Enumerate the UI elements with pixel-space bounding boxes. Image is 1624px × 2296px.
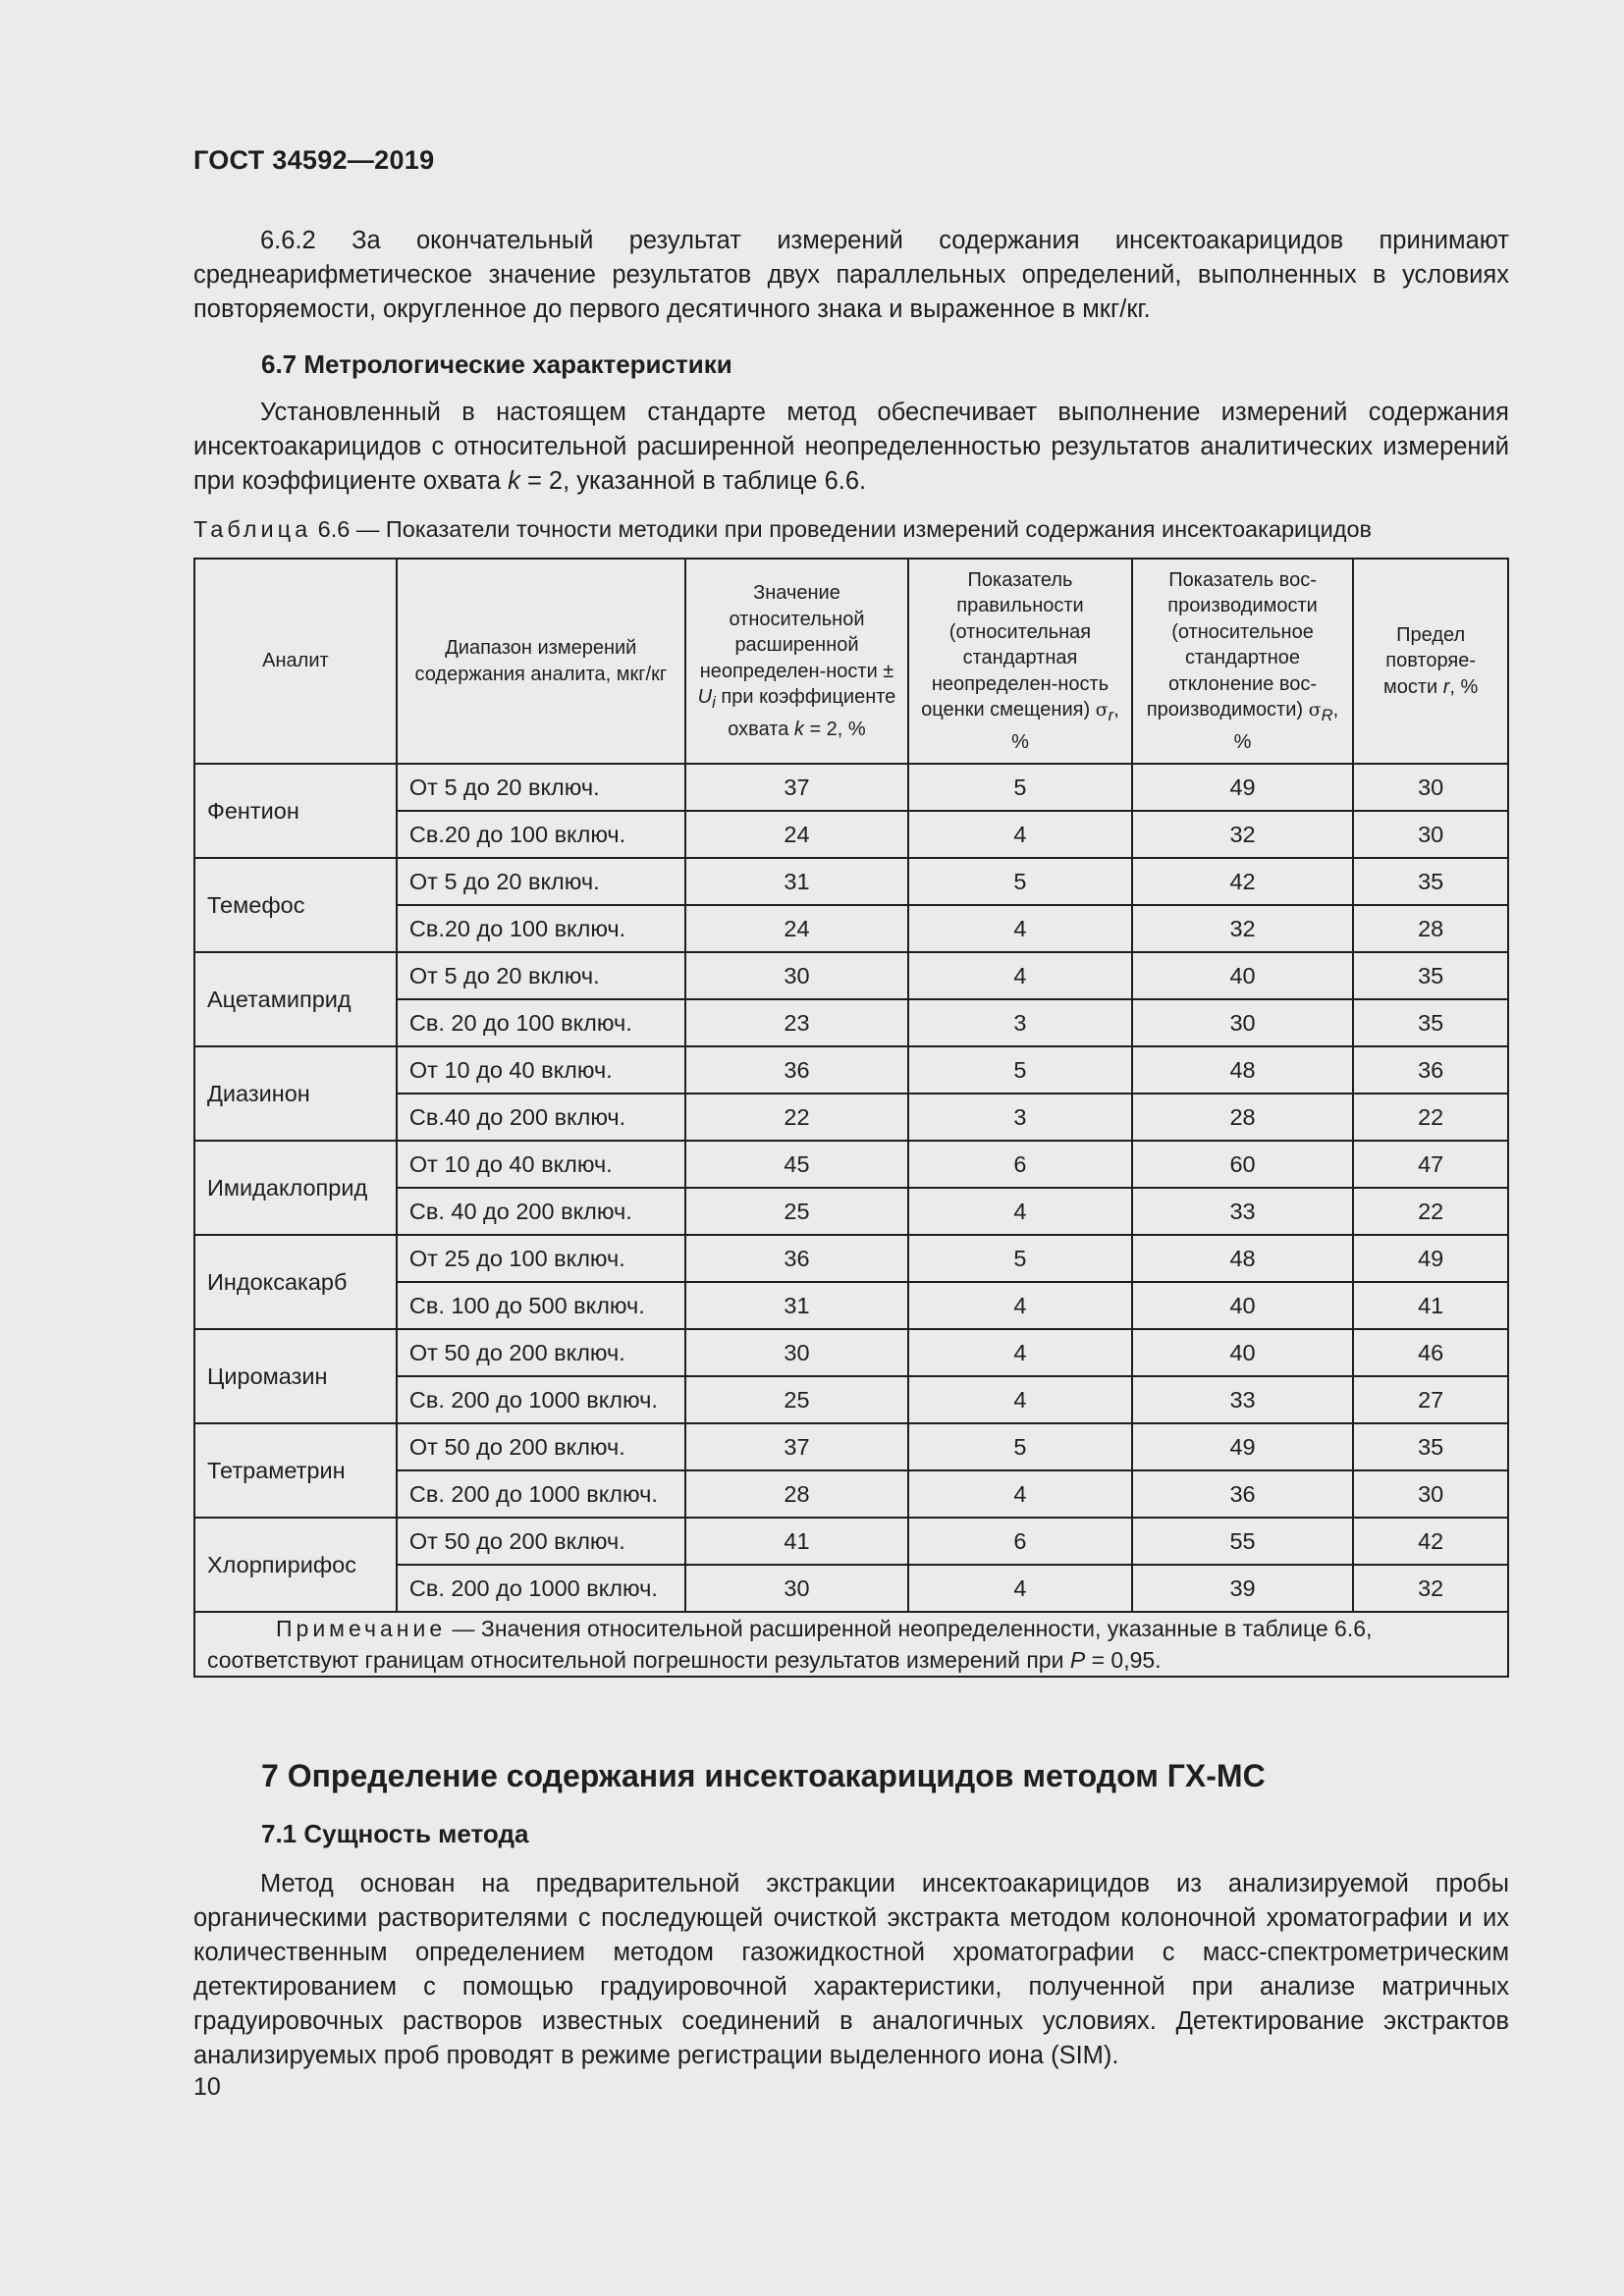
repeatability-cell: 35 <box>1353 999 1508 1046</box>
reproducibility-cell: 36 <box>1132 1470 1354 1518</box>
header-trueness-sub: r <box>1108 706 1114 725</box>
uncertainty-cell: 22 <box>685 1094 908 1141</box>
header-uncertainty-u: U <box>697 686 713 708</box>
accuracy-table <box>193 558 1509 1678</box>
table-row <box>194 764 1508 811</box>
table-row <box>194 1518 1508 1565</box>
trueness-cell: 6 <box>908 1518 1132 1565</box>
reproducibility-cell: 32 <box>1132 905 1354 952</box>
table-note-text: — Значения относительной расширенной неопределенности, указанные в таблице 6.6, соответствуют границам относительной погрешности результатов измерений при <box>207 1616 1373 1673</box>
repeatability-cell: 30 <box>1353 764 1508 811</box>
table-note-text-b: = 0,95. <box>1085 1647 1162 1673</box>
trueness-cell: 5 <box>908 764 1132 811</box>
repeatability-cell: 35 <box>1353 1423 1508 1470</box>
analyte-cell: Индоксакарб <box>194 1235 397 1329</box>
table-row <box>194 1329 1508 1376</box>
range-cell: Св. 200 до 1000 включ. <box>397 1565 685 1612</box>
repeatability-cell: 49 <box>1353 1235 1508 1282</box>
uncertainty-cell: 45 <box>685 1141 908 1188</box>
repeatability-cell: 30 <box>1353 1470 1508 1518</box>
reproducibility-cell: 30 <box>1132 999 1354 1046</box>
repeatability-cell: 42 <box>1353 1518 1508 1565</box>
uncertainty-cell: 24 <box>685 905 908 952</box>
table-note-row <box>194 1612 1508 1677</box>
repeatability-cell: 27 <box>1353 1376 1508 1423</box>
header-uncertainty-i: i <box>712 693 716 712</box>
uncertainty-cell: 37 <box>685 1423 908 1470</box>
range-cell: От 50 до 200 включ. <box>397 1423 685 1470</box>
analyte-cell: Тетраметрин <box>194 1423 397 1518</box>
table-caption <box>193 516 1372 543</box>
header-reproducibility <box>1132 559 1354 764</box>
paragraph-6-6-2: 6.6.2 За окончательный результат измерений содержания инсектоакарицидов принимают среднеарифметическое значение результатов двух параллельных определений, выполненных в условиях повторяемости, округленное до первого десятичного знака и выраженное в мкг/кг. <box>193 227 1509 323</box>
paragraph-6-7 <box>193 396 1509 499</box>
header-uncertainty-text-b: при коэффициенте охвата <box>715 686 896 740</box>
reproducibility-cell: 55 <box>1132 1518 1354 1565</box>
range-cell: От 10 до 40 включ. <box>397 1141 685 1188</box>
trueness-cell: 4 <box>908 1470 1132 1518</box>
repeatability-cell: 36 <box>1353 1046 1508 1094</box>
table-note-p-symbol: P <box>1069 1647 1086 1673</box>
reproducibility-cell: 40 <box>1132 1329 1354 1376</box>
table-header-row <box>194 559 1508 764</box>
repeatability-cell: 22 <box>1353 1188 1508 1235</box>
reproducibility-cell: 40 <box>1132 1282 1354 1329</box>
header-trueness-text: Показатель правильности (относительная стандартная неопределен-ность оценки смещения) <box>921 568 1110 721</box>
coverage-factor-symbol: k <box>508 467 520 495</box>
table-caption-text: 6.6 — Показатели точности методики при проведении измерений содержания инсектоакарицидов <box>311 516 1372 542</box>
table-note-label: Примечание <box>276 1616 447 1641</box>
reproducibility-cell: 49 <box>1132 764 1354 811</box>
trueness-cell: 4 <box>908 905 1132 952</box>
trueness-cell: 4 <box>908 811 1132 858</box>
repeatability-cell: 35 <box>1353 952 1508 999</box>
range-cell: От 5 до 20 включ. <box>397 858 685 905</box>
range-cell: От 10 до 40 включ. <box>397 1046 685 1094</box>
reproducibility-cell: 48 <box>1132 1046 1354 1094</box>
trueness-cell: 3 <box>908 1094 1132 1141</box>
uncertainty-cell: 25 <box>685 1376 908 1423</box>
range-cell: Св.40 до 200 включ. <box>397 1094 685 1141</box>
uncertainty-cell: 25 <box>685 1188 908 1235</box>
section-6-7-heading: 6.7 Метрологические характеристики <box>261 349 732 379</box>
header-uncertainty-text: Значение относительной расширенной неопределен-ности ± <box>699 582 894 682</box>
reproducibility-cell: 28 <box>1132 1094 1354 1141</box>
range-cell: Св. 20 до 100 включ. <box>397 999 685 1046</box>
trueness-cell: 4 <box>908 1376 1132 1423</box>
table-body <box>194 764 1508 1612</box>
range-cell: Св.20 до 100 включ. <box>397 811 685 858</box>
repeatability-cell: 35 <box>1353 858 1508 905</box>
header-trueness-text-c: , % <box>1011 699 1119 753</box>
header-repeatability-text: Предел повторяе-мости <box>1382 623 1477 698</box>
trueness-cell: 6 <box>908 1141 1132 1188</box>
paragraph-6-7-text-b: = 2, указанной в таблице 6.6. <box>519 467 867 495</box>
analyte-cell: Циромазин <box>194 1329 397 1423</box>
repeatability-cell: 41 <box>1353 1282 1508 1329</box>
paragraph-7-1: Метод основан на предварительной экстракции инсектоакарицидов из анализируемой пробы органическими растворителями с последующей очисткой экстракта методом колоночной хроматографии и их количественным определением методом газожидкостной хроматографии с масс-спектрометрическим детектированием с помощью градуировочной характеристики, полученной при анализе матричных градуировочных растворов известных соединений в аналогичных условиях. Детектирование экстрактов анализируемых проб проводят в режиме регистрации выделенного иона (SIM). <box>193 1870 1509 2069</box>
table-row <box>194 1141 1508 1188</box>
analyte-cell: Темефос <box>194 858 397 952</box>
range-cell: Св. 200 до 1000 включ. <box>397 1470 685 1518</box>
uncertainty-cell: 36 <box>685 1235 908 1282</box>
uncertainty-cell: 28 <box>685 1470 908 1518</box>
table-row <box>194 858 1508 905</box>
header-trueness <box>908 559 1132 764</box>
header-trueness-sigma: σ <box>1095 699 1109 721</box>
trueness-cell: 4 <box>908 1565 1132 1612</box>
trueness-cell: 5 <box>908 1046 1132 1094</box>
reproducibility-cell: 42 <box>1132 858 1354 905</box>
reproducibility-cell: 39 <box>1132 1565 1354 1612</box>
range-cell: От 50 до 200 включ. <box>397 1518 685 1565</box>
header-uncertainty <box>685 559 908 764</box>
reproducibility-cell: 33 <box>1132 1188 1354 1235</box>
range-cell: От 5 до 20 включ. <box>397 764 685 811</box>
range-cell: Св. 40 до 200 включ. <box>397 1188 685 1235</box>
reproducibility-cell: 48 <box>1132 1235 1354 1282</box>
uncertainty-cell: 31 <box>685 1282 908 1329</box>
header-uncertainty-text-c: = 2, % <box>803 718 866 740</box>
header-repeatability-r: r <box>1442 675 1450 698</box>
analyte-cell: Имидаклоприд <box>194 1141 397 1235</box>
document-header: ГОСТ 34592—2019 <box>193 145 435 175</box>
header-reproducibility-text: Показатель вос-производимости (относительное стандартное отклонение вос-производимости) <box>1146 568 1318 721</box>
analyte-cell: Фентион <box>194 764 397 858</box>
uncertainty-cell: 23 <box>685 999 908 1046</box>
trueness-cell: 4 <box>908 952 1132 999</box>
range-cell: Св. 200 до 1000 включ. <box>397 1376 685 1423</box>
reproducibility-cell: 60 <box>1132 1141 1354 1188</box>
table-row <box>194 1235 1508 1282</box>
reproducibility-cell: 49 <box>1132 1423 1354 1470</box>
table-row <box>194 952 1508 999</box>
trueness-cell: 4 <box>908 1282 1132 1329</box>
analyte-cell: Диазинон <box>194 1046 397 1141</box>
header-reproducibility-sub: R <box>1321 706 1333 725</box>
repeatability-cell: 22 <box>1353 1094 1508 1141</box>
table-note <box>194 1612 1508 1677</box>
range-cell: От 25 до 100 включ. <box>397 1235 685 1282</box>
repeatability-cell: 28 <box>1353 905 1508 952</box>
trueness-cell: 5 <box>908 858 1132 905</box>
range-cell: Св.20 до 100 включ. <box>397 905 685 952</box>
uncertainty-cell: 37 <box>685 764 908 811</box>
header-reproducibility-text-c: , % <box>1233 699 1339 753</box>
trueness-cell: 4 <box>908 1188 1132 1235</box>
uncertainty-cell: 31 <box>685 858 908 905</box>
repeatability-cell: 30 <box>1353 811 1508 858</box>
repeatability-cell: 32 <box>1353 1565 1508 1612</box>
trueness-cell: 5 <box>908 1423 1132 1470</box>
paragraph-6-7-text-a: Установленный в настоящем стандарте метод обеспечивает выполнение измерений содержания инсектоакарицидов с относительной расширенной неопределенностью результатов аналитических измерений при коэффициенте охвата <box>193 399 1509 495</box>
section-7-heading: 7 Определение содержания инсектоакарицидов методом ГХ-МС <box>261 1758 1266 1793</box>
repeatability-cell: 46 <box>1353 1329 1508 1376</box>
trueness-cell: 4 <box>908 1329 1132 1376</box>
reproducibility-cell: 40 <box>1132 952 1354 999</box>
uncertainty-cell: 30 <box>685 952 908 999</box>
reproducibility-cell: 33 <box>1132 1376 1354 1423</box>
range-cell: От 50 до 200 включ. <box>397 1329 685 1376</box>
header-uncertainty-k: k <box>793 718 804 740</box>
header-reproducibility-sigma: σ <box>1308 699 1322 721</box>
uncertainty-cell: 41 <box>685 1518 908 1565</box>
uncertainty-cell: 36 <box>685 1046 908 1094</box>
header-range: Диапазон измерений содержания аналита, мкг/кг <box>397 559 685 764</box>
header-repeatability <box>1353 559 1508 764</box>
reproducibility-cell: 32 <box>1132 811 1354 858</box>
range-cell: От 5 до 20 включ. <box>397 952 685 999</box>
header-repeatability-text-c: , % <box>1449 675 1479 698</box>
table-caption-label: Таблица <box>193 516 312 542</box>
section-7-1-heading: 7.1 Сущность метода <box>261 1819 529 1848</box>
table-row <box>194 1046 1508 1094</box>
analyte-cell: Хлорпирифос <box>194 1518 397 1612</box>
range-cell: Св. 100 до 500 включ. <box>397 1282 685 1329</box>
uncertainty-cell: 30 <box>685 1565 908 1612</box>
uncertainty-cell: 24 <box>685 811 908 858</box>
analyte-cell: Ацетамиприд <box>194 952 397 1046</box>
trueness-cell: 3 <box>908 999 1132 1046</box>
uncertainty-cell: 30 <box>685 1329 908 1376</box>
trueness-cell: 5 <box>908 1235 1132 1282</box>
page-number: 10 <box>193 2073 221 2101</box>
repeatability-cell: 47 <box>1353 1141 1508 1188</box>
header-analyte: Аналит <box>194 559 397 764</box>
table-row <box>194 1423 1508 1470</box>
